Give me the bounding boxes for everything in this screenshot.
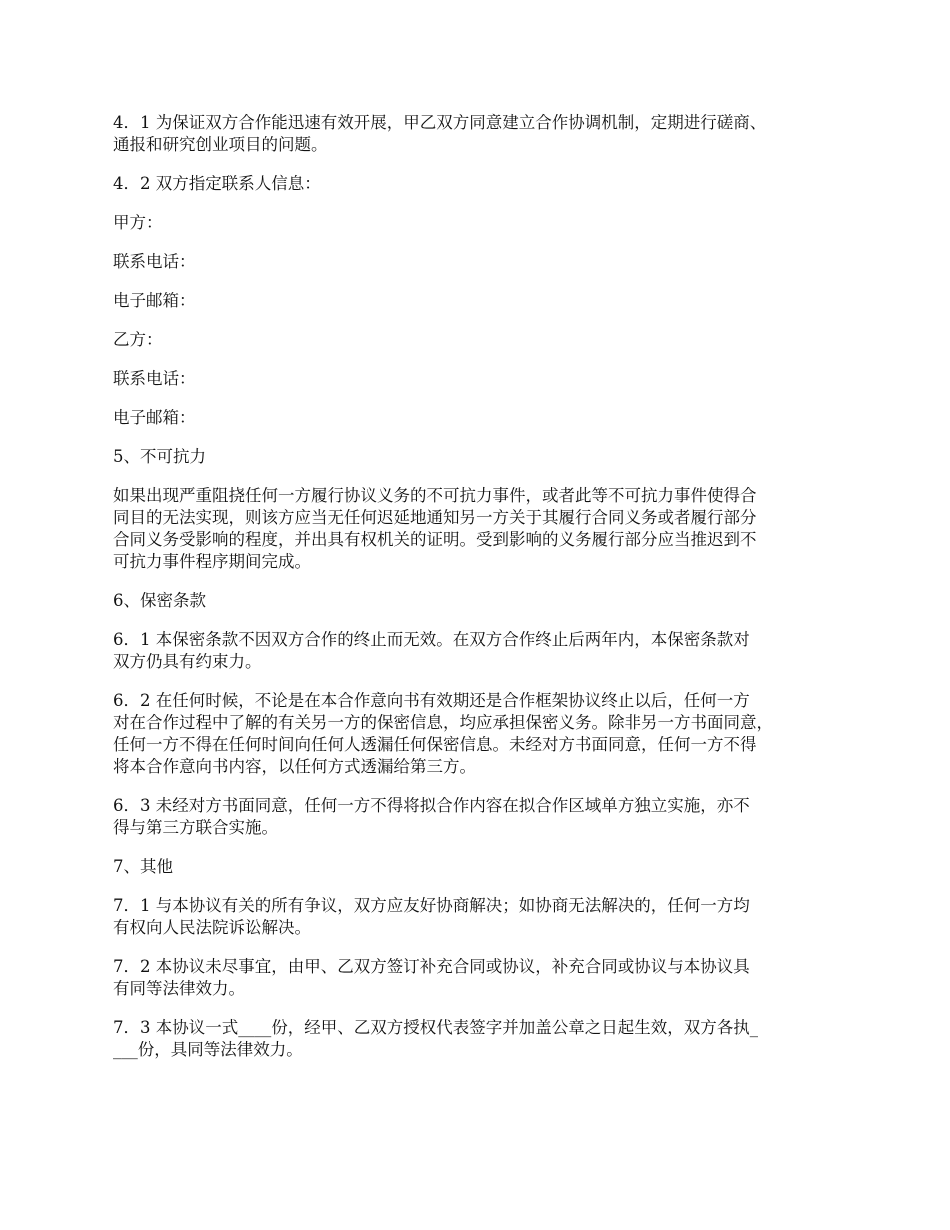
paragraph-line: 任何一方不得在任何时间向任何人透漏任何保密信息。未经对方书面同意，任何一方不得 bbox=[113, 735, 757, 754]
paragraph bbox=[113, 956, 853, 1000]
paragraph-line: 7、其他 bbox=[113, 857, 173, 876]
paragraph bbox=[113, 690, 853, 778]
paragraph bbox=[113, 112, 853, 156]
paragraph bbox=[113, 368, 853, 390]
paragraph-line: 通报和研究创业项目的问题。 bbox=[113, 135, 328, 154]
paragraph-line: 电子邮箱： bbox=[113, 408, 196, 427]
paragraph-line: 可抗力事件程序期间完成。 bbox=[113, 552, 311, 571]
paragraph bbox=[113, 629, 853, 673]
paragraph-line: 4．2 双方指定联系人信息： bbox=[113, 174, 321, 193]
paragraph bbox=[113, 446, 853, 468]
paragraph-line: 7．3 本协议一式____份，经甲、乙双方授权代表签字并加盖公章之日起生效，双方各执_ bbox=[113, 1018, 758, 1037]
paragraph bbox=[113, 290, 853, 312]
paragraph-line: 6．1 本保密条款不因双方合作的终止而无效。在双方合作终止后两年内，本保密条款对 bbox=[113, 630, 750, 649]
paragraph-line: 合同义务受影响的程度，并出具有权机关的证明。受到影响的义务履行部分应当推迟到不 bbox=[113, 530, 757, 549]
paragraph bbox=[113, 173, 853, 195]
paragraph bbox=[113, 407, 853, 429]
paragraph-line: ___份，具同等法律效力。 bbox=[113, 1040, 303, 1059]
paragraph-line: 得与第三方联合实施。 bbox=[113, 818, 278, 837]
paragraph-line: 联系电话： bbox=[113, 369, 196, 388]
paragraph bbox=[113, 856, 853, 878]
paragraph bbox=[113, 485, 853, 573]
paragraph-line: 甲方： bbox=[113, 213, 163, 232]
paragraph bbox=[113, 251, 853, 273]
paragraph-line: 双方仍具有约束力。 bbox=[113, 652, 262, 671]
paragraph-line: 6．3 未经对方书面同意，任何一方不得将拟合作内容在拟合作区域单方独立实施，亦不 bbox=[113, 796, 750, 815]
paragraph-line: 电子邮箱： bbox=[113, 291, 196, 310]
paragraph-line: 乙方： bbox=[113, 330, 163, 349]
paragraph bbox=[113, 329, 853, 351]
paragraph-line: 如果出现严重阻挠任何一方履行协议义务的不可抗力事件，或者此等不可抗力事件使得合 bbox=[113, 486, 757, 505]
paragraph-line: 对在合作过程中了解的有关另一方的保密信息，均应承担保密义务。除非另一方书面同意， bbox=[113, 713, 773, 732]
paragraph bbox=[113, 1017, 853, 1061]
paragraph bbox=[113, 895, 853, 939]
paragraph-line: 同目的无法实现，则该方应当无任何迟延地通知另一方关于其履行合同义务或者履行部分 bbox=[113, 508, 757, 527]
paragraph-line: 7．2 本协议未尽事宜，由甲、乙双方签订补充合同或协议，补充合同或协议与本协议具 bbox=[113, 957, 750, 976]
paragraph bbox=[113, 212, 853, 234]
paragraph-line: 有权向人民法院诉讼解决。 bbox=[113, 918, 311, 937]
paragraph-line: 4．1 为保证双方合作能迅速有效开展，甲乙双方同意建立合作协调机制，定期进行磋商、 bbox=[113, 113, 767, 132]
paragraph-line: 7．1 与本协议有关的所有争议，双方应友好协商解决；如协商无法解决的，任何一方均 bbox=[113, 896, 750, 915]
paragraph bbox=[113, 590, 853, 612]
paragraph-line: 6．2 在任何时候，不论是在本合作意向书有效期还是合作框架协议终止以后，任何一方 bbox=[113, 691, 750, 710]
document-body bbox=[113, 112, 853, 1061]
paragraph-line: 联系电话： bbox=[113, 252, 196, 271]
paragraph-line: 将本合作意向书内容，以任何方式透漏给第三方。 bbox=[113, 757, 476, 776]
paragraph-line: 5、不可抗力 bbox=[113, 447, 206, 466]
paragraph bbox=[113, 795, 853, 839]
paragraph-line: 6、保密条款 bbox=[113, 591, 206, 610]
document-page bbox=[113, 112, 853, 1078]
paragraph-line: 有同等法律效力。 bbox=[113, 979, 245, 998]
